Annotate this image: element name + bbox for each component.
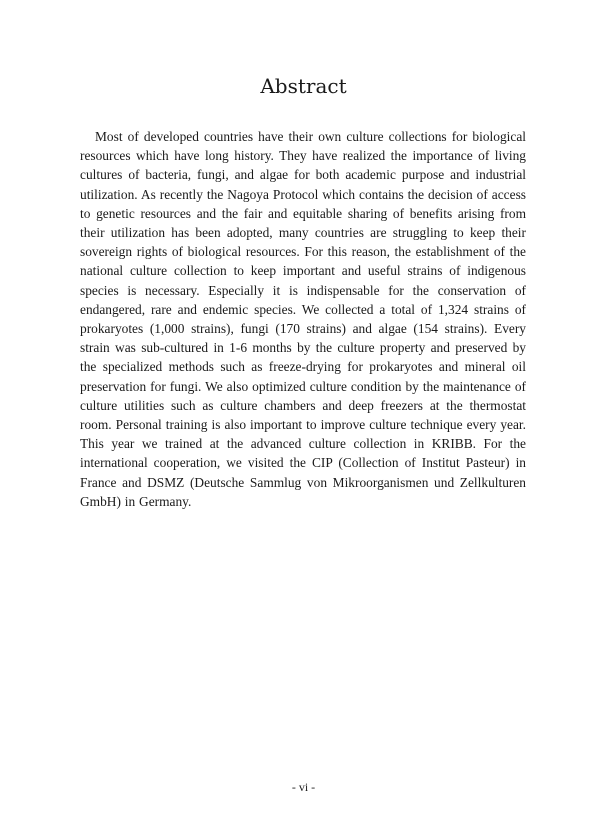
page-number: - vi - (291, 780, 316, 794)
page-title: Abstract (260, 74, 347, 98)
abstract-paragraph: Most of developed countries have their own culture collections for biological resources which have long history. They have realized the importance of living cultures of bacteria, fungi, and algae for both academic purpose and industrial utilization. As recently the Nagoya Protocol which contains the decision of access to genetic resources and the fair and equitable sharing of benefits arising from their utilization has been adopted, many countries are struggling to keep their sovereign rights of biological resources. For this reason, the establishment of the national culture collection to keep important and useful strains of indigenous species is necessary. Especially it is indispensable for the conservation of endangered, rare and endemic species. We collected a total of 1,324 strains of prokaryotes (1,000 strains), fungi (170 strains) and algae (154 strains). Every strain was sub-cultured in 1-6 months by the culture property and preserved by the specialized methods such as freeze-drying for prokaryotes and mineral oil preservation for fungi. We also optimized culture condition by the maintenance of culture utilities such as culture chambers and deep freezers at the thermostat room. Personal training is also important to improve culture technique every year. This year we trained at the advanced culture collection in KRIBB. For the international cooperation, we visited the CIP (Collection of Institut Pasteur) in France and DSMZ (Deutsche Sammlug von Mikroorganismen und Zellkulturen GmbH) in Germany. (80, 129, 526, 509)
